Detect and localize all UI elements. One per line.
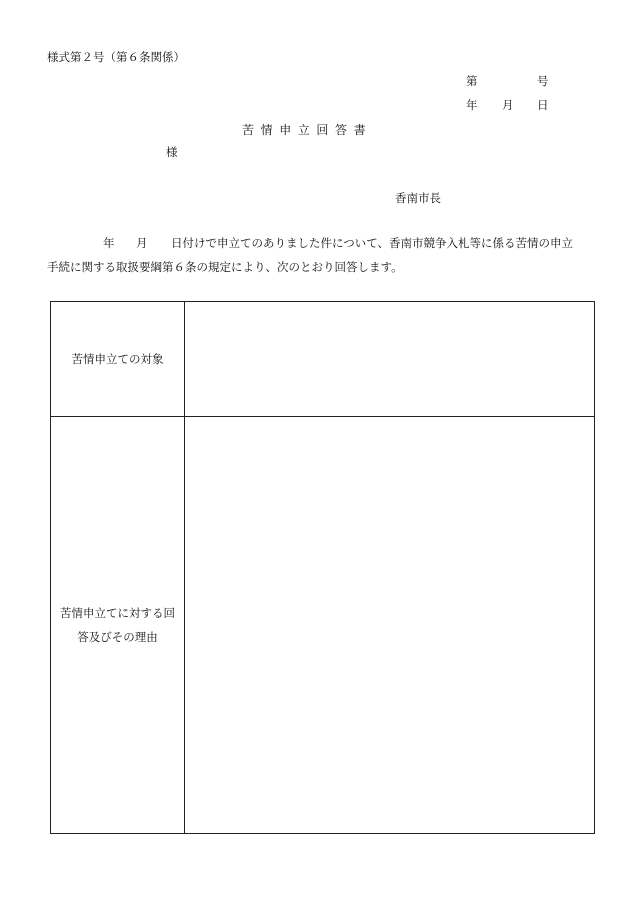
document-number-suffix: 号	[537, 74, 549, 88]
subject-label: 苦情申立ての対象	[71, 352, 164, 366]
response-table	[50, 301, 595, 834]
answer-label-line-1: 苦情申立てに対する回	[60, 606, 175, 620]
document-title: 苦情申立回答書	[242, 123, 373, 137]
subject-value-cell[interactable]	[185, 302, 595, 417]
table-row-answer	[51, 417, 595, 834]
form-number: 様式第２号（第６条関係）	[47, 50, 185, 64]
table-row-subject	[51, 302, 595, 417]
sender-name: 香南市長	[395, 191, 441, 205]
answer-label-cell	[51, 417, 185, 834]
body-year-label: 年	[103, 236, 115, 250]
date-year-label: 年	[466, 98, 478, 112]
body-month-label: 月	[136, 236, 148, 250]
date-month-label: 月	[502, 98, 514, 112]
document-number-label: 第	[466, 74, 478, 88]
addressee-honorific: 様	[166, 145, 178, 159]
date-day-label: 日	[537, 98, 549, 112]
answer-value-cell[interactable]	[185, 417, 595, 834]
body-line-1: 日付けで申立てのありました件について、香南市競争入札等に係る苦情の申立	[171, 236, 574, 250]
body-line-2: 手続に関する取扱要綱第６条の規定により、次のとおり回答します。	[47, 260, 403, 274]
subject-label-cell	[51, 302, 185, 417]
answer-label-line-2: 答及びその理由	[77, 630, 158, 644]
